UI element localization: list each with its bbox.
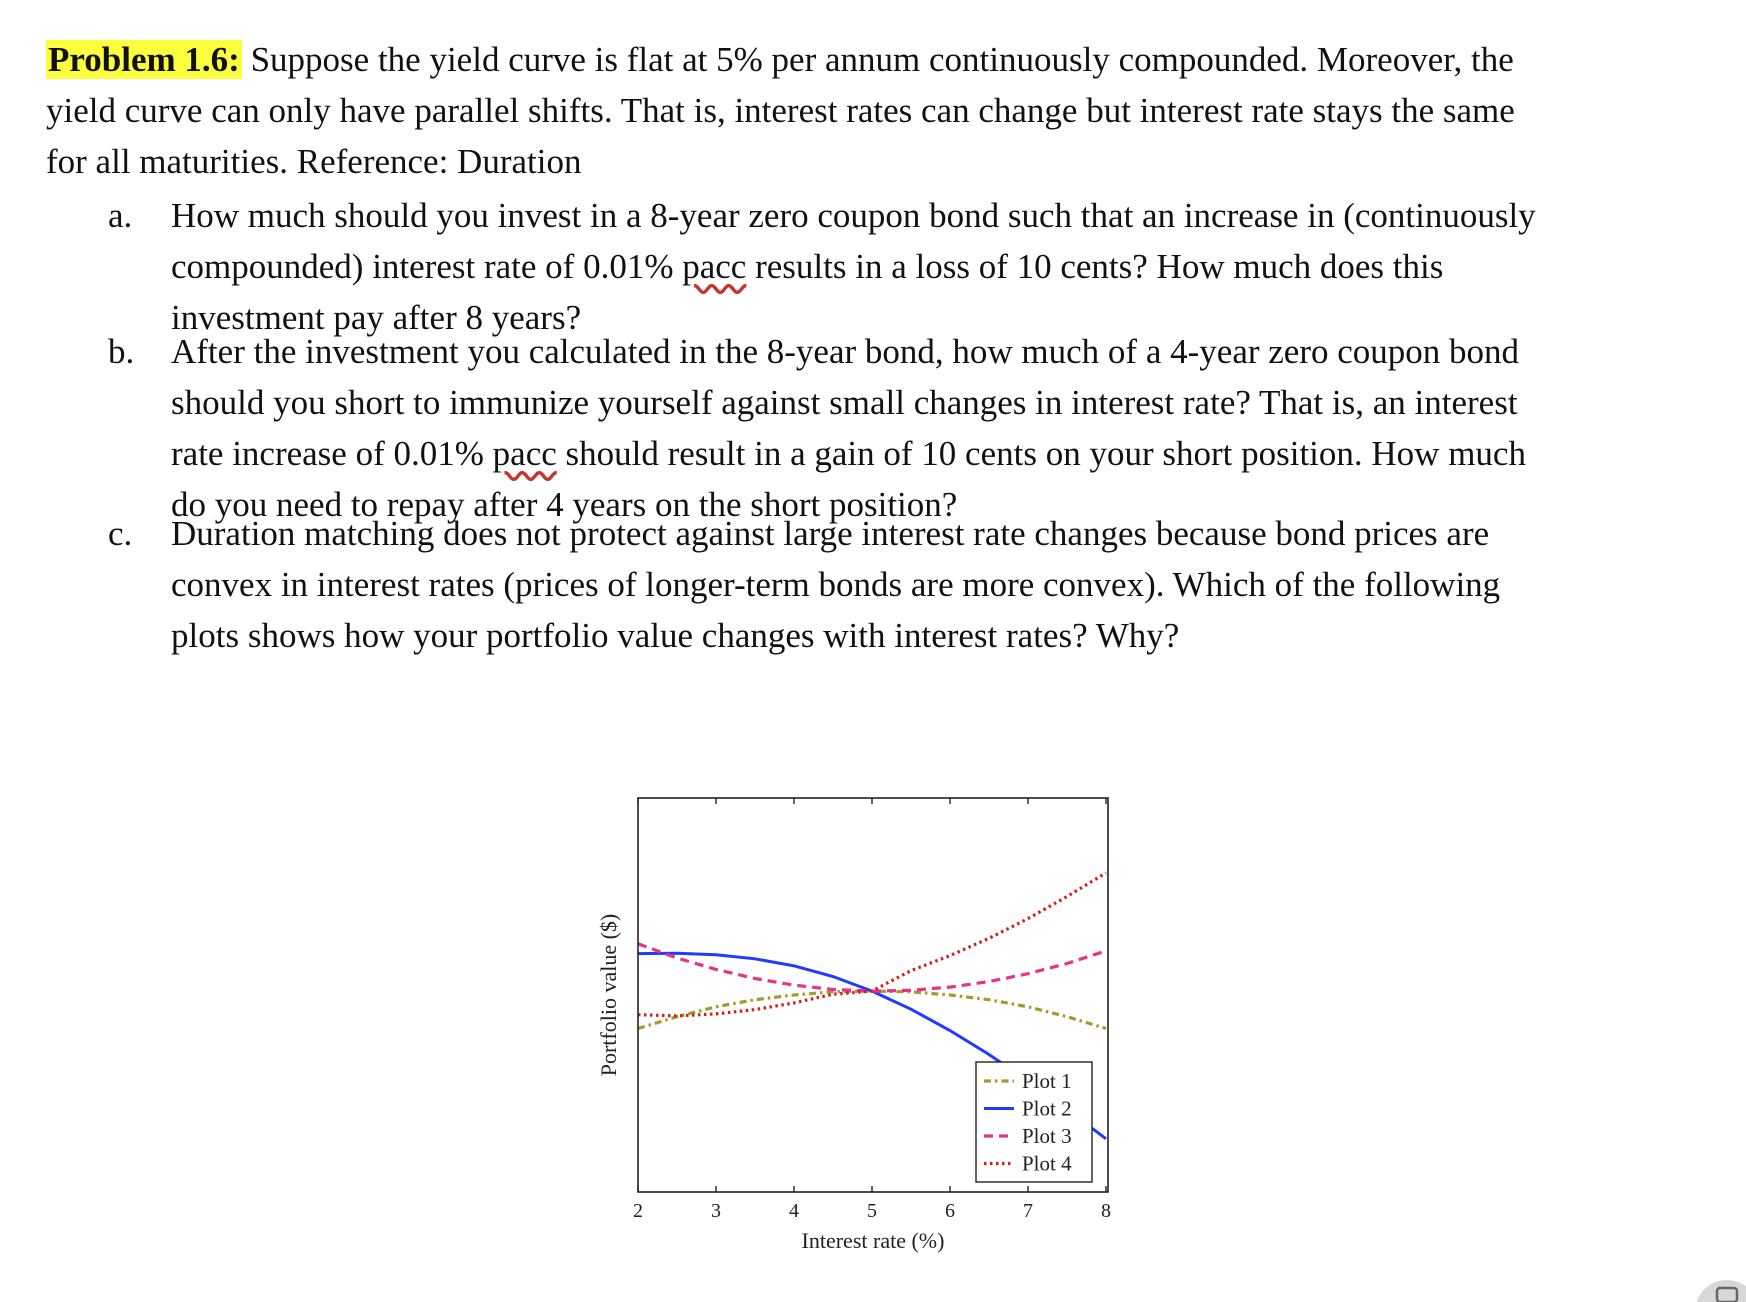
legend-label: Plot 1 bbox=[1022, 1069, 1072, 1093]
spellcheck-flagged-word: pacc bbox=[492, 434, 557, 473]
x-tick-label: 3 bbox=[711, 1200, 721, 1222]
x-tick-label: 7 bbox=[1023, 1200, 1033, 1222]
question-text-segment: do you need to repay after 4 years on the short position? bbox=[171, 485, 958, 524]
question-text-segment: should result in a gain of 10 cents on your short position. How much bbox=[556, 434, 1526, 473]
x-axis-label: Interest rate (%) bbox=[801, 1228, 945, 1253]
intro-line: Suppose the yield curve is flat at 5% per annum continuously compounded. Moreover, the bbox=[250, 40, 1514, 79]
question-letter: a. bbox=[108, 196, 133, 235]
legend-label: Plot 4 bbox=[1022, 1151, 1072, 1176]
series-line-plot-4 bbox=[638, 873, 1106, 1016]
question-letter: b. bbox=[108, 332, 135, 371]
question-text-segment: plots shows how your portfolio value changes with interest rates? Why? bbox=[171, 616, 1180, 655]
question-text-segment: should you short to immunize yourself against small changes in interest rate? That is, an interest bbox=[171, 383, 1518, 422]
question-text-segment: investment pay after 8 years? bbox=[171, 298, 582, 337]
spellcheck-flagged-word: pacc bbox=[682, 247, 747, 286]
x-tick-label: 5 bbox=[867, 1200, 877, 1222]
expand-icon[interactable] bbox=[1693, 1278, 1746, 1302]
y-axis-label: Portfolio value ($) bbox=[596, 913, 621, 1077]
question-letter: c. bbox=[108, 514, 133, 553]
question-text-segment: How much should you invest in a 8-year zero coupon bond such that an increase in (continuously bbox=[171, 196, 1536, 235]
x-tick-label: 4 bbox=[789, 1200, 799, 1222]
x-tick-label: 2 bbox=[633, 1200, 643, 1222]
question-text-segment: rate increase of 0.01% bbox=[171, 434, 493, 473]
x-tick-label: 6 bbox=[945, 1200, 955, 1222]
intro-line: for all maturities. Reference: Duration bbox=[46, 142, 582, 181]
x-tick-label: 8 bbox=[1101, 1200, 1111, 1222]
legend-label: Plot 3 bbox=[1022, 1124, 1072, 1148]
question-text-segment: Duration matching does not protect against large interest rate changes because bond prices are bbox=[171, 514, 1490, 553]
question-text-segment: convex in interest rates (prices of longer-term bonds are more convex). Which of the following bbox=[171, 565, 1501, 604]
legend-label: Plot 2 bbox=[1022, 1096, 1072, 1121]
intro-line: yield curve can only have parallel shifts. That is, interest rates can change but interest rate stays the same bbox=[46, 91, 1515, 130]
question-text-segment: compounded) interest rate of 0.01% bbox=[171, 247, 683, 286]
problem-label: Problem 1.6: bbox=[48, 40, 240, 79]
question-text-segment: results in a loss of 10 cents? How much does this bbox=[746, 247, 1444, 286]
question-text-segment: After the investment you calculated in the 8-year bond, how much of a 4-year zero coupon bond bbox=[171, 332, 1520, 371]
series-line-plot-3 bbox=[638, 944, 1106, 991]
series-line-plot-1 bbox=[638, 991, 1106, 1028]
